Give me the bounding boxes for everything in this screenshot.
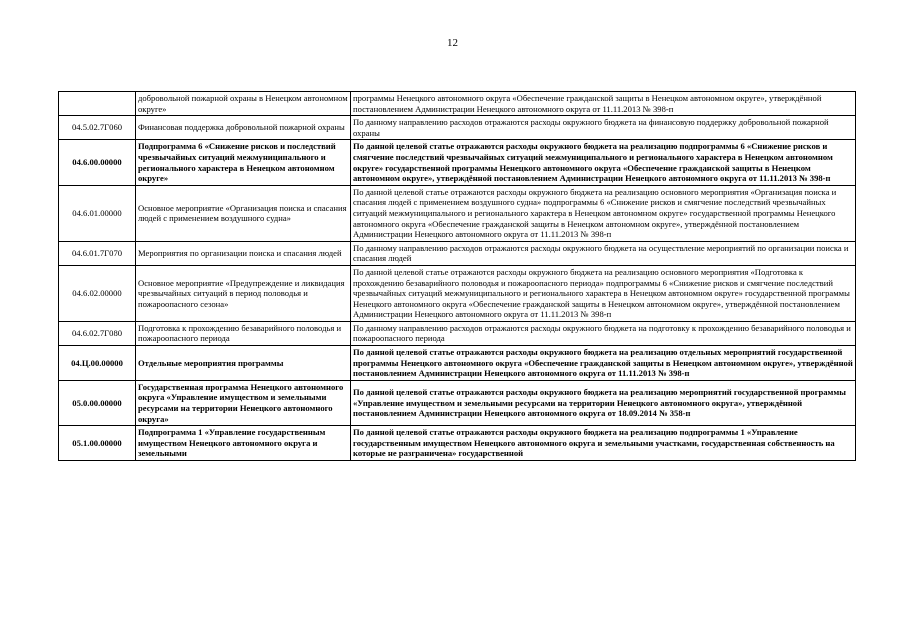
row-code-cell: 04.Ц.00.00000 bbox=[59, 346, 136, 381]
table-row bbox=[59, 116, 856, 140]
row-description-cell: программы Ненецкого автономного округа «Обеспечение гражданской защиты в Ненецком автономном округе», утверждённой постановлением Администрации Ненецкого автономного округа от 11.11.2013 № 398-п bbox=[351, 92, 856, 116]
row-description-cell: По данному направлению расходов отражаются расходы окружного бюджета на подготовку к прохождению безаварийного половодья и пожароопасного периода bbox=[351, 321, 856, 345]
row-code-cell: 05.0.00.00000 bbox=[59, 380, 136, 425]
table-row bbox=[59, 92, 856, 116]
row-description-cell: По данной целевой статье отражаются расходы окружного бюджета на реализацию основного мероприятия «Подготовка к прохождению безаварийного половодья и пожароопасного периода» подпрограммы 6 «Снижение рисков и смягчение последствий чрезвычайных ситуаций межмуниципального и регионального характера в Ненецком автономном округе» государственной программы Ненецкого автономного округа «Обеспечение гражданской защиты в Ненецком автономном округе», утверждённой постановлением Администрации Ненецкого автономного округа от 11.11.2013 № 398-п bbox=[351, 265, 856, 321]
row-description-cell: По данной целевой статье отражаются расходы окружного бюджета на реализацию основного мероприятия «Организация поиска и спасания людей с применением воздушного судна» подпрограммы 6 «Снижение рисков и смягчение последствий чрезвычайных ситуаций межмуниципального и регионального характера в Ненецком автономном округе» государственной программы Ненецкого автономного округа «Обеспечение гражданской защиты в Ненецком автономном округе», утверждённой постановлением Администрации Ненецкого автономного округа от 11.11.2013 № 398-п bbox=[351, 185, 856, 241]
row-code-cell: 04.5.02.7Г060 bbox=[59, 116, 136, 140]
row-name-cell: Мероприятия по организации поиска и спасания людей bbox=[136, 241, 351, 265]
page-number: 12 bbox=[447, 37, 458, 49]
row-code-cell bbox=[59, 92, 136, 116]
row-description-cell: По данной целевой статье отражаются расходы окружного бюджета на реализацию подпрограммы 1 «Управление государственным имуществом Ненецкого автономного округа и земельными участками, государственная собственность на которые не разграничена» государственной bbox=[351, 426, 856, 461]
row-name-cell: Подготовка к прохождению безаварийного половодья и пожароопасного периода bbox=[136, 321, 351, 345]
row-name-cell: добровольной пожарной охраны в Ненецком автономном округе» bbox=[136, 92, 351, 116]
row-description-cell: По данной целевой статье отражаются расходы окружного бюджета на реализацию отдельных мероприятий государственной программы Ненецкого автономного округа «Обеспечение гражданской защиты в Ненецком автономном округе», утверждённой постановлением Администрации Ненецкого автономного округа от 11.11.2013 № 398-п bbox=[351, 346, 856, 381]
row-code-cell: 04.6.02.7Г080 bbox=[59, 321, 136, 345]
row-name-cell: Основное мероприятие «Организация поиска и спасания людей с применением воздушного судна» bbox=[136, 185, 351, 241]
row-description-cell: По данной целевой статье отражаются расходы окружного бюджета на реализацию подпрограммы 6 «Снижение рисков и смягчение последствий чрезвычайных ситуаций межмуниципального и регионального характера в Ненецком автономном округе» государственной программы Ненецкого автономного округа «Обеспечение гражданской защиты в Ненецком автономном округе», утверждённой постановлением Администрации Ненецкого автономного округа от 11.11.2013 № 398-п bbox=[351, 140, 856, 185]
row-code-cell: 04.6.02.00000 bbox=[59, 265, 136, 321]
row-code-cell: 04.6.01.7Г070 bbox=[59, 241, 136, 265]
table-row bbox=[59, 321, 856, 345]
row-description-cell: По данному направлению расходов отражаются расходы окружного бюджета на осуществление мероприятий по организации поиска и спасания людей bbox=[351, 241, 856, 265]
row-name-cell: Подпрограмма 6 «Снижение рисков и последствий чрезвычайных ситуаций межмуниципального и регионального характера в Ненецком автономном округе» bbox=[136, 140, 351, 185]
row-code-cell: 05.1.00.00000 bbox=[59, 426, 136, 461]
target-articles-table bbox=[58, 91, 856, 461]
table-row bbox=[59, 185, 856, 241]
table-row bbox=[59, 140, 856, 185]
row-name-cell: Основное мероприятие «Предупреждение и ликвидация чрезвычайных ситуаций в период половодья и пожароопасного сезона» bbox=[136, 265, 351, 321]
row-code-cell: 04.6.01.00000 bbox=[59, 185, 136, 241]
table-row bbox=[59, 241, 856, 265]
row-name-cell: Финансовая поддержка добровольной пожарной охраны bbox=[136, 116, 351, 140]
row-code-cell: 04.6.00.00000 bbox=[59, 140, 136, 185]
row-description-cell: По данному направлению расходов отражаются расходы окружного бюджета на финансовую поддержку добровольной пожарной охраны bbox=[351, 116, 856, 140]
table-row bbox=[59, 380, 856, 425]
table-row bbox=[59, 265, 856, 321]
row-name-cell: Подпрограмма 1 «Управление государственным имуществом Ненецкого автономного округа и земельными bbox=[136, 426, 351, 461]
row-name-cell: Государственная программа Ненецкого автономного округа «Управление имуществом и земельными ресурсами на территории Ненецкого автономного округа» bbox=[136, 380, 351, 425]
row-name-cell: Отдельные мероприятия программы bbox=[136, 346, 351, 381]
table-row bbox=[59, 346, 856, 381]
row-description-cell: По данной целевой статье отражаются расходы окружного бюджета на реализацию мероприятий государственной программы «Управление имуществом и земельными ресурсами на территории Ненецкого автономного округа», утверждённой постановлением Администрации Ненецкого автономного округа от 18.09.2014 № 358-п bbox=[351, 380, 856, 425]
table-row bbox=[59, 426, 856, 461]
